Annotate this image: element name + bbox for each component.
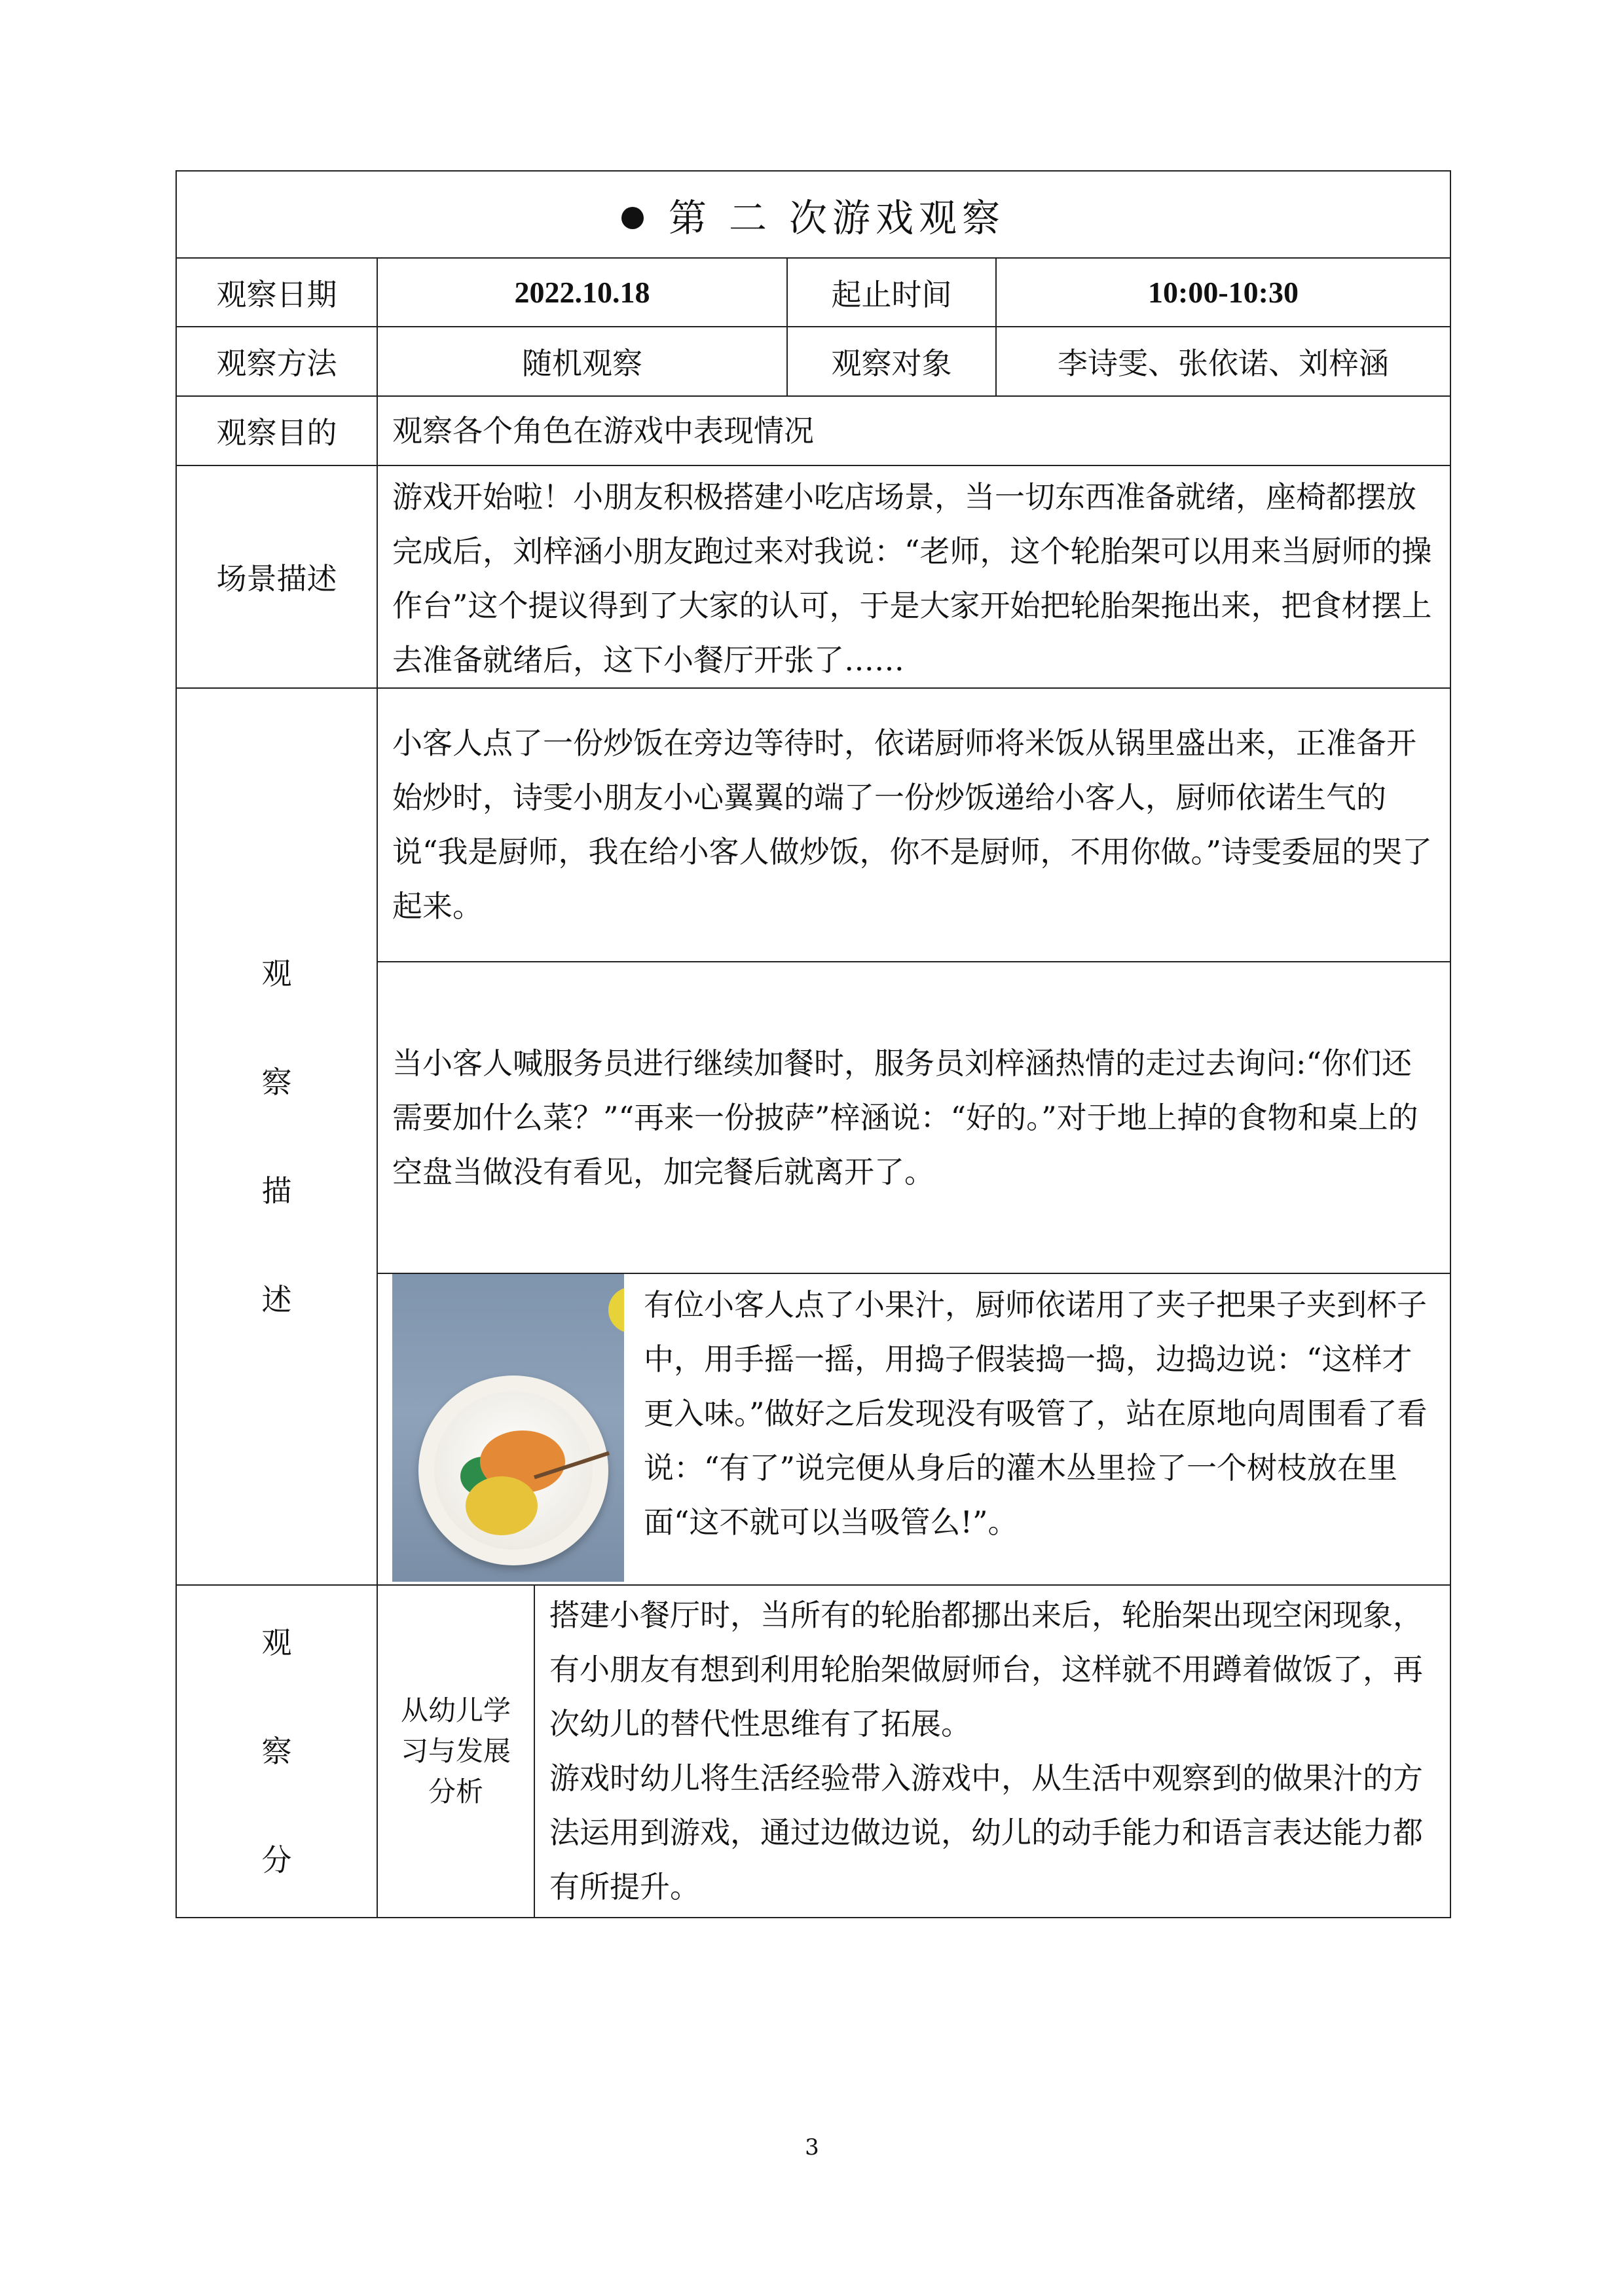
method-value: 随机观察	[377, 327, 787, 396]
method-label: 观察方法	[176, 327, 377, 396]
observation-paragraph-3: 有位小客人点了小果汁，厨师依诺用了夹子把果子夹到杯子中，用手摇一摇，用捣子假装捣一捣，边捣边说：“这样才更入味。”做好之后发现没有吸管了，站在原地向周围看了看说：“有了”说完便从身后的灌木丛里捡了一个树枝放在里面“这不就可以当吸管么!”。	[644, 1287, 1428, 1540]
form-title	[176, 171, 1450, 258]
analysis-paragraph-2: 游戏时幼儿将生活经验带入游戏中，从生活中观察到的做果汁的方法运用到游戏，通过边做边说，幼儿的动手能力和语言表达能力都有所提升。	[549, 1760, 1423, 1904]
time-value: 10:00-10:30	[996, 258, 1450, 327]
observation-paragraph-1: 小客人点了一份炒饭在旁边等待时，依诺厨师将米饭从锅里盛出来，正准备开始炒时，诗雯小朋友小心翼翼的端了一份炒饭递给小客人，厨师依诺生气的说“我是厨师，我在给小客人做炒饭，你不是厨师，不用你做。”诗雯委屈的哭了起来。	[377, 688, 1450, 962]
analysis-text	[534, 1585, 1450, 1918]
observation-label-char: 察	[261, 1065, 292, 1100]
title-word-1: 第	[668, 195, 712, 240]
analysis-label-char: 分	[261, 1842, 292, 1878]
title-word-3: 次游戏观察	[789, 195, 1006, 240]
observation-label-char: 描	[261, 1173, 292, 1209]
analysis-label-char: 察	[261, 1734, 292, 1769]
bullet-icon	[621, 207, 644, 229]
purpose-label: 观察目的	[176, 396, 377, 465]
title-word-2: 二	[728, 195, 772, 240]
observation-label-char: 观	[261, 956, 292, 991]
time-label: 起止时间	[787, 258, 996, 327]
analysis-sub-label: 从幼儿学习与发展分析	[377, 1585, 534, 1918]
page-number: 3	[805, 2134, 819, 2160]
observation-paragraph-2: 当小客人喊服务员进行继续加餐时，服务员刘梓涵热情的走过去询问:“你们还需要加什么菜？”“再来一份披萨”梓涵说：“好的。”对于地上掉的食物和桌上的空盘当做没有看见，加完餐后就离开了。	[377, 962, 1450, 1273]
date-label: 观察日期	[176, 258, 377, 327]
purpose-value: 观察各个角色在游戏中表现情况	[377, 396, 1450, 465]
scene-label: 场景描述	[176, 465, 377, 688]
observation-label-char: 述	[261, 1282, 292, 1317]
observation-table	[175, 170, 1451, 1918]
target-value: 李诗雯、张依诺、刘梓涵	[996, 327, 1450, 396]
observation-photo-row	[377, 1273, 1450, 1585]
juice-cup-photo	[392, 1274, 624, 1582]
analysis-label-char: 观	[261, 1625, 292, 1660]
observation-form	[175, 170, 1450, 1918]
date-value: 2022.10.18	[377, 258, 787, 327]
cup-shape	[418, 1376, 608, 1565]
analysis-paragraph-1: 搭建小餐厅时，当所有的轮胎都挪出来后，轮胎架出现空闲现象，有小朋友有想到利用轮胎架做厨师台，这样就不用蹲着做饭了，再次幼儿的替代性思维有了拓展。	[549, 1597, 1423, 1741]
scene-text: 游戏开始啦！小朋友积极搭建小吃店场景，当一切东西准备就绪，座椅都摆放完成后，刘梓涵小朋友跑过来对我说：“老师，这个轮胎架可以用来当厨师的操作台”这个提议得到了大家的认可，于是大家开始把轮胎架拖出来，把食材摆上去准备就绪后，这下小餐厅开张了……	[377, 465, 1450, 688]
target-label: 观察对象	[787, 327, 996, 396]
toy-corn	[608, 1287, 624, 1333]
observation-label	[176, 688, 377, 1585]
analysis-label	[176, 1585, 377, 1918]
